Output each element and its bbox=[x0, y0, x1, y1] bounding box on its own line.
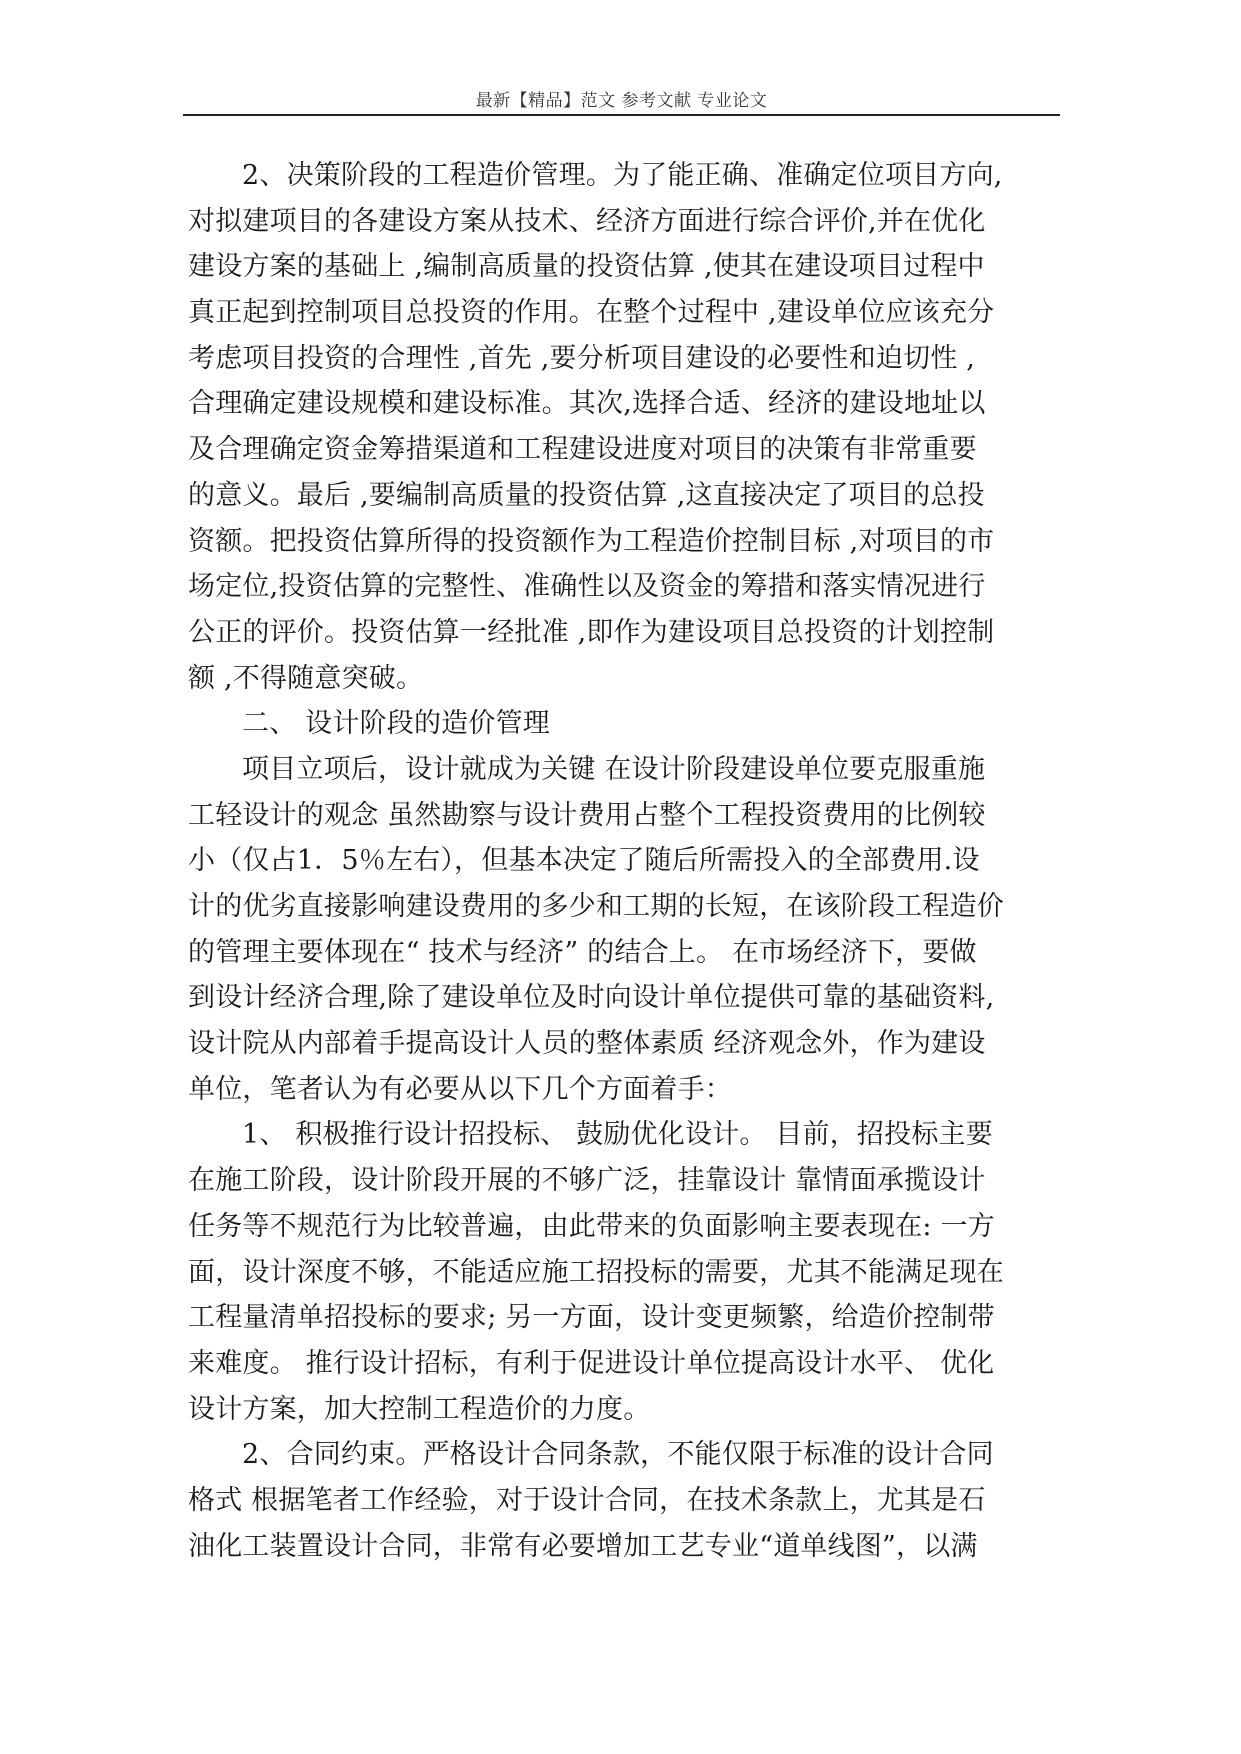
text-line: 格式 根据笔者工作经验，对于设计合同，在技术条款上，尤其是石 bbox=[188, 1484, 986, 1516]
text-line: 1、 积极推行设计招投标、 鼓励优化设计。 目前，招投标主要 bbox=[242, 1119, 993, 1151]
text-line: 资额。把投资估算所得的投资额作为工程造价控制目标 ,对项目的市 bbox=[188, 525, 995, 557]
header-divider bbox=[183, 114, 1060, 116]
text-line: 额 ,不得随意突破。 bbox=[188, 662, 424, 694]
text-line: 真正起到控制项目总投资的作用。在整个过程中 ,建设单位应该充分 bbox=[188, 297, 995, 329]
text-line: 在施工阶段，设计阶段开展的不够广泛，挂靠设计 靠情面承揽设计 bbox=[188, 1165, 986, 1197]
text-line: 的管理主要体现在“ 技术与经济” 的结合上。 在市场经济下，要做 bbox=[188, 936, 977, 968]
text-line: 的意义。最后 ,要编制高质量的投资估算 ,这直接决定了项目的总投 bbox=[188, 479, 985, 511]
text-line: 建设方案的基础上 ,编制高质量的投资估算 ,使其在建设项目过程中 bbox=[188, 251, 985, 283]
text-line: 面，设计深度不够，不能适应施工招投标的需要，尤其不能满足现在 bbox=[188, 1256, 1004, 1288]
text-line: 考虑项目投资的合理性 ,首先 ,要分析项目建设的必要性和迫切性 , bbox=[188, 342, 976, 374]
text-line: 任务等不规范行为比较普遍，由此带来的负面影响主要表现在: 一方 bbox=[188, 1210, 995, 1242]
text-line: 项目立项后，设计就成为关键 在设计阶段建设单位要克服重施 bbox=[242, 753, 986, 785]
text-line: 油化工装置设计合同，非常有必要增加工艺专业“道单线图”，以满 bbox=[188, 1530, 978, 1562]
text-line: 单位，笔者认为有必要从以下几个方面着手： bbox=[188, 1073, 732, 1105]
text-line: 工轻设计的观念 虽然勘察与设计费用占整个工程投资费用的比例较 bbox=[188, 799, 986, 831]
text-line: 计的优劣直接影响建设费用的多少和工期的长短，在该阶段工程造价 bbox=[188, 891, 1004, 922]
text-line: 设计院从内部着手提高设计人员的整体素质 经济观念外，作为建设 bbox=[188, 1028, 986, 1060]
text-line: 设计方案，加大控制工程造价的力度。 bbox=[188, 1393, 651, 1425]
text-line: 场定位,投资估算的完整性、准确性以及资金的筹措和落实情况进行 bbox=[188, 571, 986, 603]
text-line: 合理确定建设规模和建设标准。其次,选择合适、经济的建设地址以 bbox=[188, 388, 986, 420]
text-line: 到设计经济合理,除了建设单位及时向设计单位提供可靠的基础资料, bbox=[188, 982, 995, 1014]
text-line: 对拟建项目的各建设方案从技术、经济方面进行综合评价,并在优化 bbox=[188, 205, 986, 237]
text-line: 2、决策阶段的工程造价管理。为了能正确、准确定位项目方向, bbox=[242, 160, 1003, 191]
text-line: 二、 设计阶段的造价管理 bbox=[242, 708, 550, 740]
text-line: 工程量清单招投标的要求; 另一方面，设计变更频繁，给造价控制带 bbox=[188, 1302, 995, 1334]
text-line: 2、合同约束。严格设计合同条款，不能仅限于标准的设计合同 bbox=[242, 1439, 994, 1471]
document-body bbox=[188, 153, 1060, 1569]
text-line: 来难度。 推行设计招标，有利于促进设计单位提高设计水平、 优化 bbox=[188, 1347, 995, 1379]
text-line: 小（仅占1．5％左右），但基本决定了随后所需投入的全部费用.设 bbox=[188, 845, 980, 877]
page-header: 最新【精品】范文 参考文献 专业论文 bbox=[475, 91, 768, 111]
text-line: 公正的评价。投资估算一经批准 ,即作为建设项目总投资的计划控制 bbox=[188, 616, 995, 648]
text-line: 及合理确定资金筹措渠道和工程建设进度对项目的决策有非常重要 bbox=[188, 434, 977, 466]
